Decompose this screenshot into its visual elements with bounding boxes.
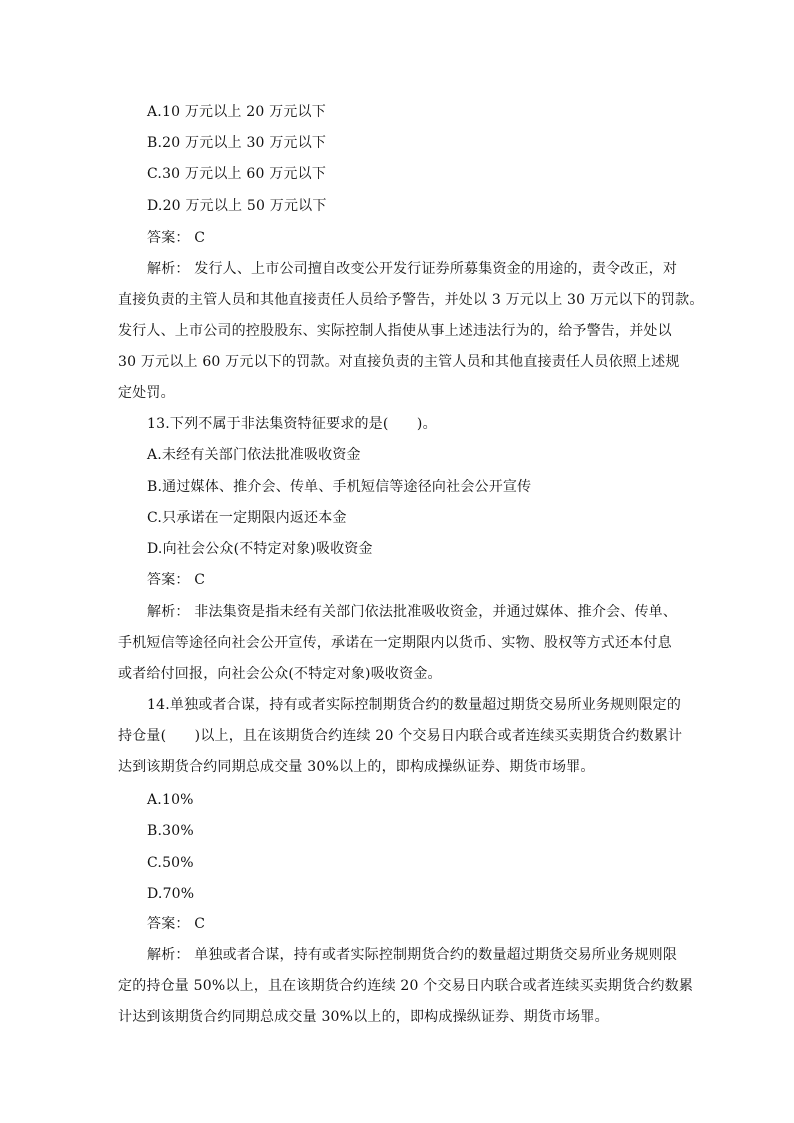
q12-analysis-line: 30 万元以上 60 万元以下的罚款。对直接负责的主管人员和其他直接责任人员依照上述规 — [118, 354, 680, 370]
q14-question-line: 达到该期货合约同期总成交量 30%以上的，即构成操纵证券、期货市场罪。 — [118, 759, 595, 775]
q13-option-d: D.向社会公众(不特定对象)吸收资金 — [147, 541, 373, 557]
q12-analysis-line: 直接负责的主管人员和其他直接责任人员给予警告，并处以 3 万元以上 30 万元以下的罚款。 — [118, 292, 704, 308]
q13-option-a: A.未经有关部门依法批准吸收资金 — [147, 447, 361, 463]
q14-analysis-line: 解析： 单独或者合谋，持有或者实际控制期货合约的数量超过期货交易所业务规则限 — [147, 947, 678, 963]
q12-answer: 答案： C — [147, 230, 206, 246]
q14-question-line: 持仓量( )以上，且在该期货合约连续 20 个交易日内联合或者连续买卖期货合约数累计 — [118, 728, 683, 744]
q14-analysis-line: 定的持仓量 50%以上，且在该期货合约连续 20 个交易日内联合或者连续买卖期货合约数累 — [118, 978, 694, 994]
q13-option-b: B.通过媒体、推介会、传单、手机短信等途径向社会公开宣传 — [147, 479, 532, 495]
q14-option-c: C.50% — [147, 855, 194, 871]
q12-option-a: A.10 万元以上 20 万元以下 — [147, 104, 326, 120]
q14-option-d: D.70% — [147, 886, 195, 902]
q12-option-b: B.20 万元以上 30 万元以下 — [147, 135, 327, 151]
q13-analysis-line: 手机短信等途径向社会公开宣传，承诺在一定期限内以货币、实物、股权等方式还本付息 — [118, 635, 672, 651]
q12-option-c: C.30 万元以上 60 万元以下 — [147, 166, 327, 182]
q13-analysis-line: 或者给付回报，向社会公众(不特定对象)吸收资金。 — [118, 666, 442, 682]
q14-analysis-line: 计达到该期货合约同期总成交量 30%以上的，即构成操纵证券、期货市场罪。 — [118, 1009, 609, 1025]
q13-option-c: C.只承诺在一定期限内返还本金 — [147, 510, 347, 526]
q12-analysis-line: 定处罚。 — [118, 385, 175, 401]
q12-option-d: D.20 万元以上 50 万元以下 — [147, 198, 327, 214]
q12-analysis-line: 解析： 发行人、上市公司擅自改变公开发行证券所募集资金的用途的，责令改正，对 — [147, 261, 678, 277]
q14-question-line: 14.单独或者合谋，持有或者实际控制期货合约的数量超过期货交易所业务规则限定的 — [147, 697, 682, 713]
q12-analysis-line: 发行人、上市公司的控股股东、实际控制人指使从事上述违法行为的，给予警告，并处以 — [118, 323, 672, 339]
q14-option-b: B.30% — [147, 823, 194, 839]
q13-question: 13.下列不属于非法集资特征要求的是( )。 — [147, 416, 437, 432]
q13-answer: 答案： C — [147, 572, 206, 588]
q14-answer: 答案： C — [147, 916, 206, 932]
q13-analysis-line: 解析： 非法集资是指未经有关部门依法批准吸收资金，并通过媒体、推介会、传单、 — [147, 604, 678, 620]
q14-option-a: A.10% — [147, 792, 194, 808]
